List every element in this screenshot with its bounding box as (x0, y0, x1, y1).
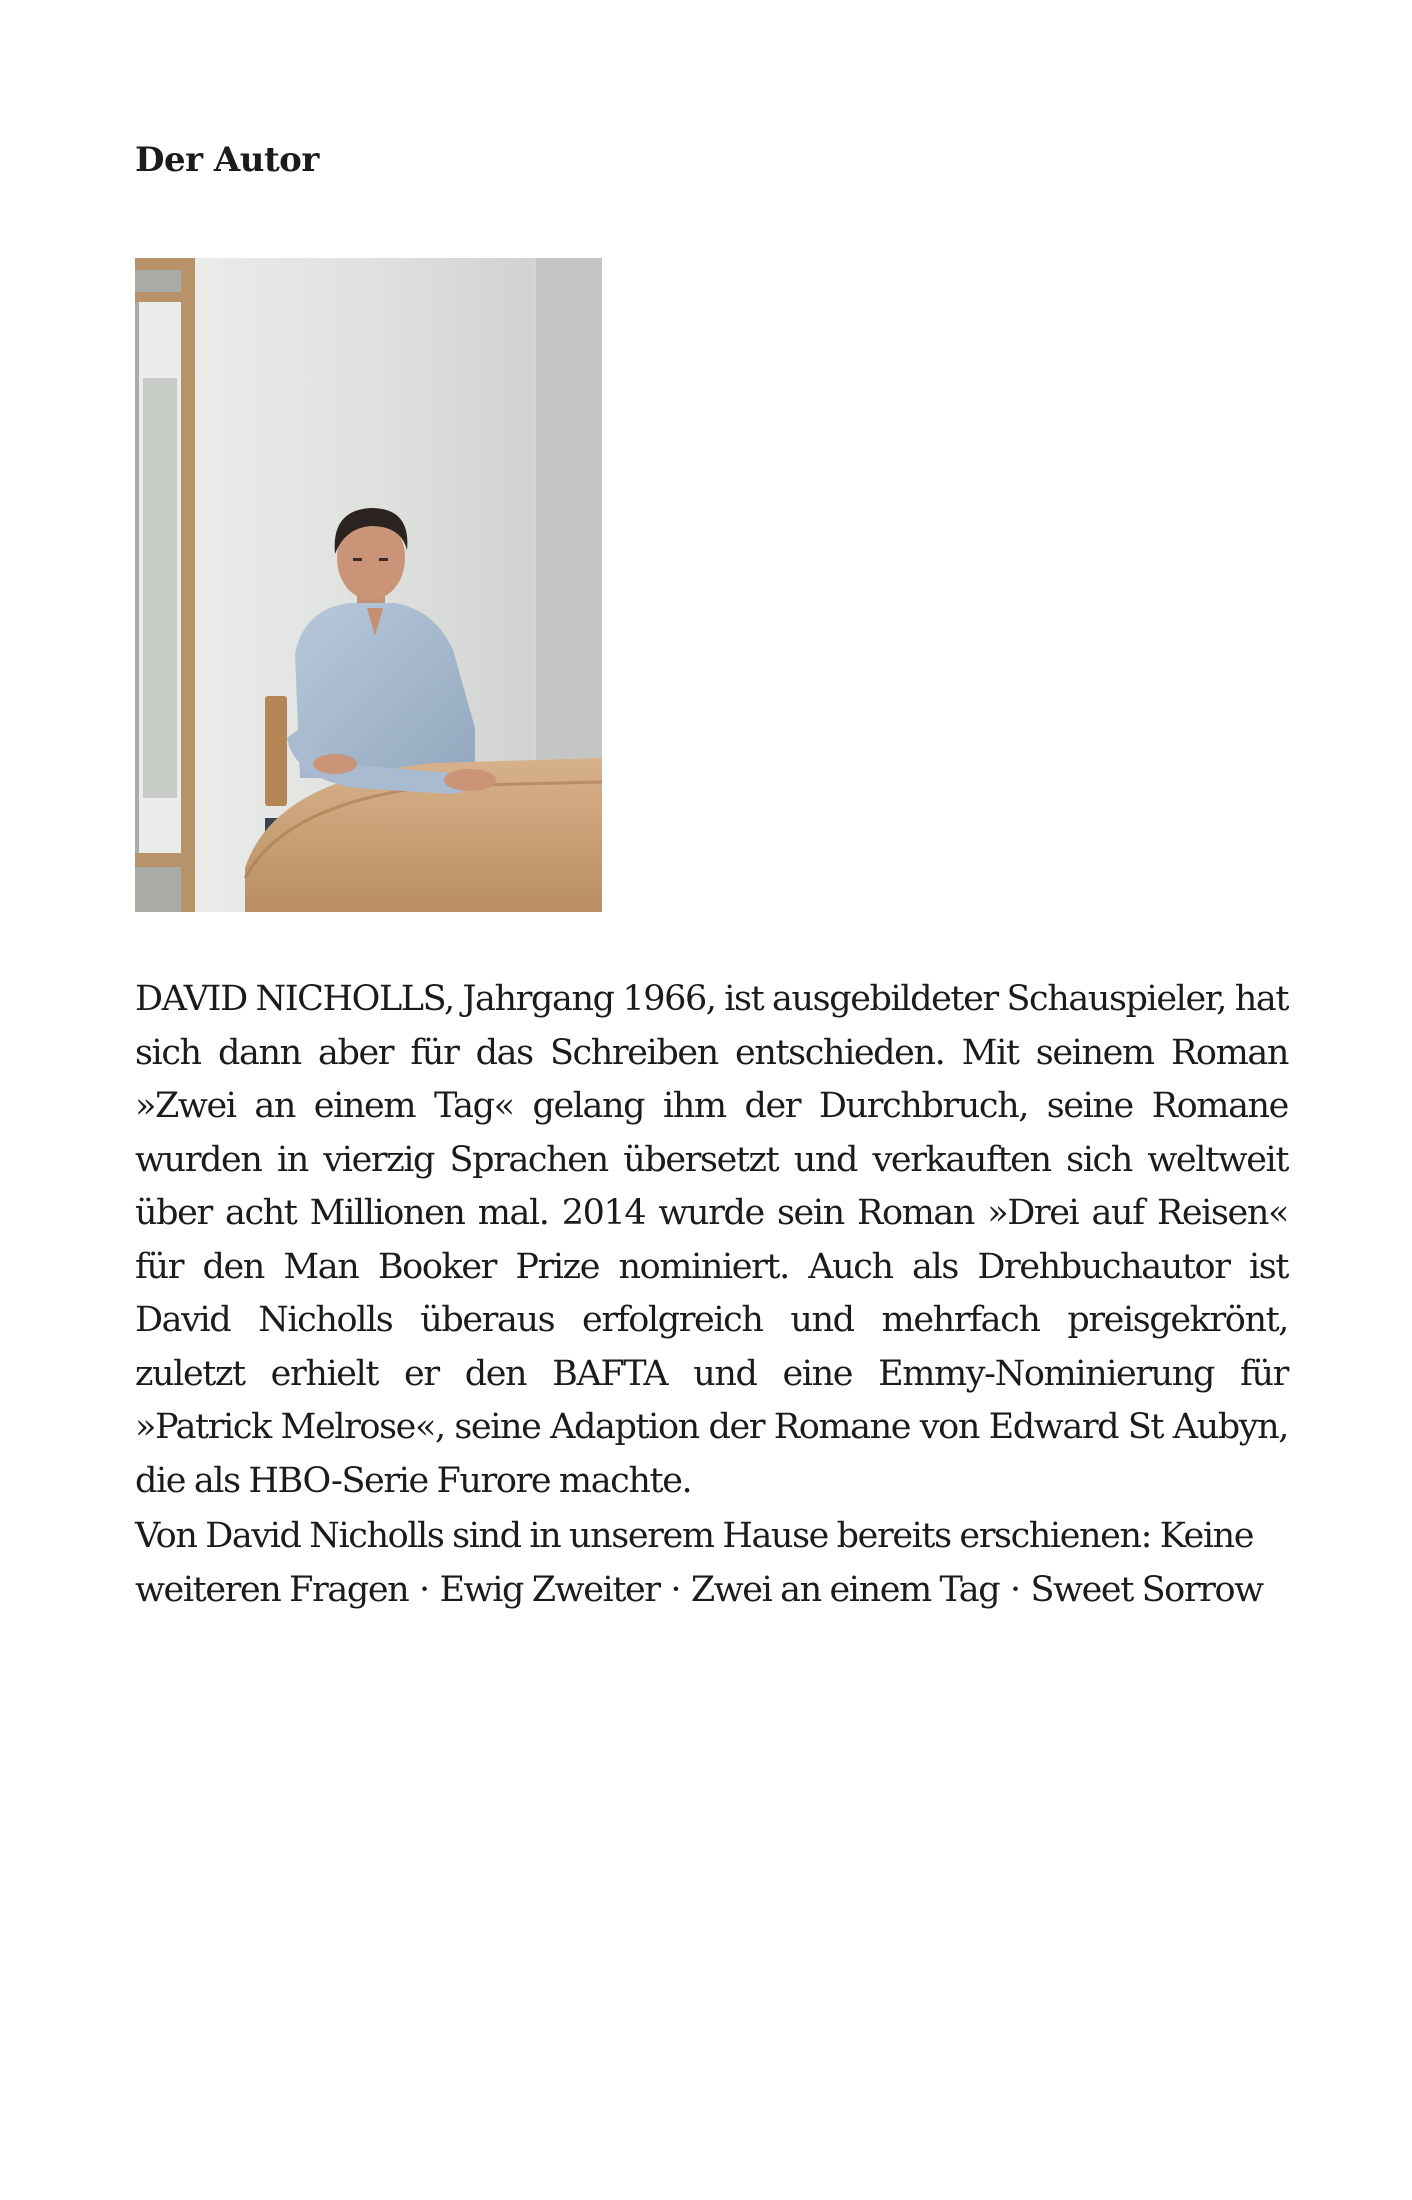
author-bio: DAVID NICHOLLS, Jahrgang 1966, ist ausgebildeter Schauspieler, hat sich dann aber für das Schreiben entschieden. Mit seinem Roman »Zwei an einem Tag« gelang ihm der Durchbruch, seine Romane wurden in vierzig Sprachen übersetzt und verkauften sich weltweit über acht Millionen mal. 2014 wurde sein Roman »Drei auf Reisen« für den Man Booker Prize nominiert. Auch als Drehbuchautor ist David Nicholls überaus erfolgreich und mehrfach preisgekrönt, zuletzt erhielt er den BAFTA und eine Emmy-Nominierung für »Patrick Melrose«, seine Adaption der Romane von Edward St Aubyn, die als HBO-Serie Furore machte. (135, 979, 1288, 1501)
book-title: Ewig Zweiter (439, 1569, 660, 1610)
title-separator: · (670, 1569, 681, 1610)
section-heading: Der Autor (135, 140, 319, 180)
book-title: Sweet Sorrow (1030, 1569, 1263, 1610)
books-titles (135, 1564, 1335, 1618)
title-separator: · (419, 1569, 429, 1610)
published-books (135, 1510, 1335, 1617)
title-separator: · (1009, 1569, 1020, 1610)
author-portrait-photo-icon (135, 258, 602, 912)
book-title: weiteren Fragen (135, 1569, 409, 1610)
author-portrait (135, 258, 602, 912)
book-title: Zwei an einem Tag (690, 1569, 1000, 1610)
books-intro: Von David Nicholls sind in unserem Hause bereits erschienen: Keine (135, 1516, 1254, 1556)
